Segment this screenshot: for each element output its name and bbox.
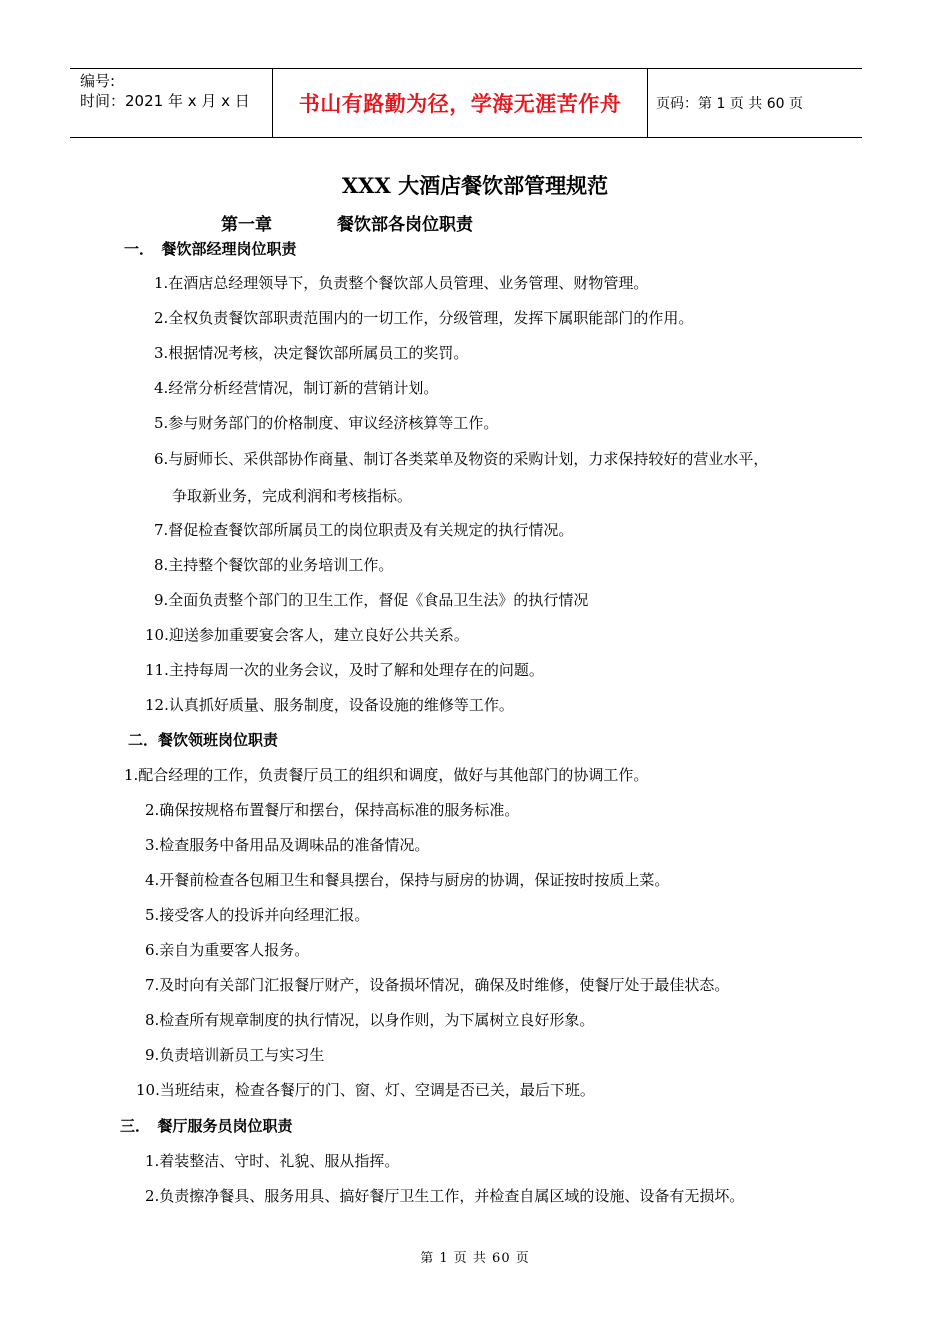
list-item: 7.督促检查餐饮部所属员工的岗位职责及有关规定的执行情况。 <box>154 521 574 539</box>
header-meta <box>70 69 273 137</box>
document-time: 时间：2021 年 x 月 x 日 <box>80 92 250 110</box>
chapter-heading <box>221 210 473 235</box>
list-item-continuation: 争取新业务，完成利润和考核指标。 <box>172 487 413 505</box>
list-item: 12.认真抓好质量、服务制度，设备设施的维修等工作。 <box>145 696 514 714</box>
list-item: 8.检查所有规章制度的执行情况，以身作则，为下属树立良好形象。 <box>145 1011 595 1029</box>
list-item: 8.主持整个餐饮部的业务培训工作。 <box>154 556 394 574</box>
list-item: 3.检查服务中备用品及调味品的准备情况。 <box>145 836 430 854</box>
header-page-info: 页码：第 1 页 共 60 页 <box>656 96 803 112</box>
section-heading: 二．餐饮领班岗位职责 <box>128 731 279 749</box>
list-item: 7.及时向有关部门汇报餐厅财产，设备损坏情况，确保及时维修，使餐厅处于最佳状态。 <box>145 976 730 994</box>
list-item: 10.当班结束，检查各餐厅的门、窗、灯、空调是否已关，最后下班。 <box>136 1081 595 1099</box>
list-item: 4.开餐前检查各包厢卫生和餐具摆台，保持与厨房的协调，保证按时按质上菜。 <box>145 871 670 889</box>
chapter-name: 餐饮部各岗位职责 <box>337 215 473 235</box>
list-item: 1.配合经理的工作，负责餐厅员工的组织和调度，做好与其他部门的协调工作。 <box>124 766 649 784</box>
list-item: 2.负责擦净餐具、服务用具、搞好餐厅卫生工作，并检查自属区域的设施、设备有无损坏。 <box>145 1187 745 1205</box>
list-item: 5.接受客人的投诉并向经理汇报。 <box>145 906 370 924</box>
list-item: 9.全面负责整个部门的卫生工作，督促《食品卫生法》的执行情况 <box>154 591 589 609</box>
list-item: 1.着装整洁、守时、礼貌、服从指挥。 <box>145 1152 400 1170</box>
list-item: 6.亲自为重要客人报务。 <box>145 941 310 959</box>
list-item: 2.确保按规格布置餐厅和摆台，保持高标准的服务标准。 <box>145 801 520 819</box>
list-item: 10.迎送参加重要宴会客人，建立良好公共关系。 <box>145 626 469 644</box>
list-item: 5.参与财务部门的价格制度、审议经济核算等工作。 <box>154 414 499 432</box>
section-heading: 三． 餐厅服务员岗位职责 <box>120 1117 293 1135</box>
list-item: 3.根据情况考核，决定餐饮部所属员工的奖罚。 <box>154 344 469 362</box>
page-footer: 第 1 页 共 60 页 <box>420 1251 530 1266</box>
list-item: 1.在酒店总经理领导下，负责整个餐饮部人员管理、业务管理、财物管理。 <box>154 274 649 292</box>
document-number-label: 编号: <box>80 72 116 90</box>
header-motto: 书山有路勤为径，学海无涯苦作舟 <box>298 92 622 116</box>
chapter-number: 第一章 <box>221 215 272 235</box>
list-item: 2.全权负责餐饮部职责范围内的一切工作，分级管理，发挥下属职能部门的作用。 <box>154 309 694 327</box>
list-item: 11.主持每周一次的业务会议，及时了解和处理存在的问题。 <box>145 661 544 679</box>
list-item: 9.负责培训新员工与实习生 <box>145 1046 325 1064</box>
list-item: 4.经常分析经营情况，制订新的营销计划。 <box>154 379 439 397</box>
list-item: 6.与厨师长、采供部协作商量、制订各类菜单及物资的采购计划，力求保持较好的营业水平， <box>154 450 769 468</box>
header-motto-cell <box>273 69 648 137</box>
section-heading: 一． 餐饮部经理岗位职责 <box>124 240 297 258</box>
page-header <box>70 68 862 138</box>
document-title: XXX 大酒店餐饮部管理规范 <box>341 173 609 198</box>
